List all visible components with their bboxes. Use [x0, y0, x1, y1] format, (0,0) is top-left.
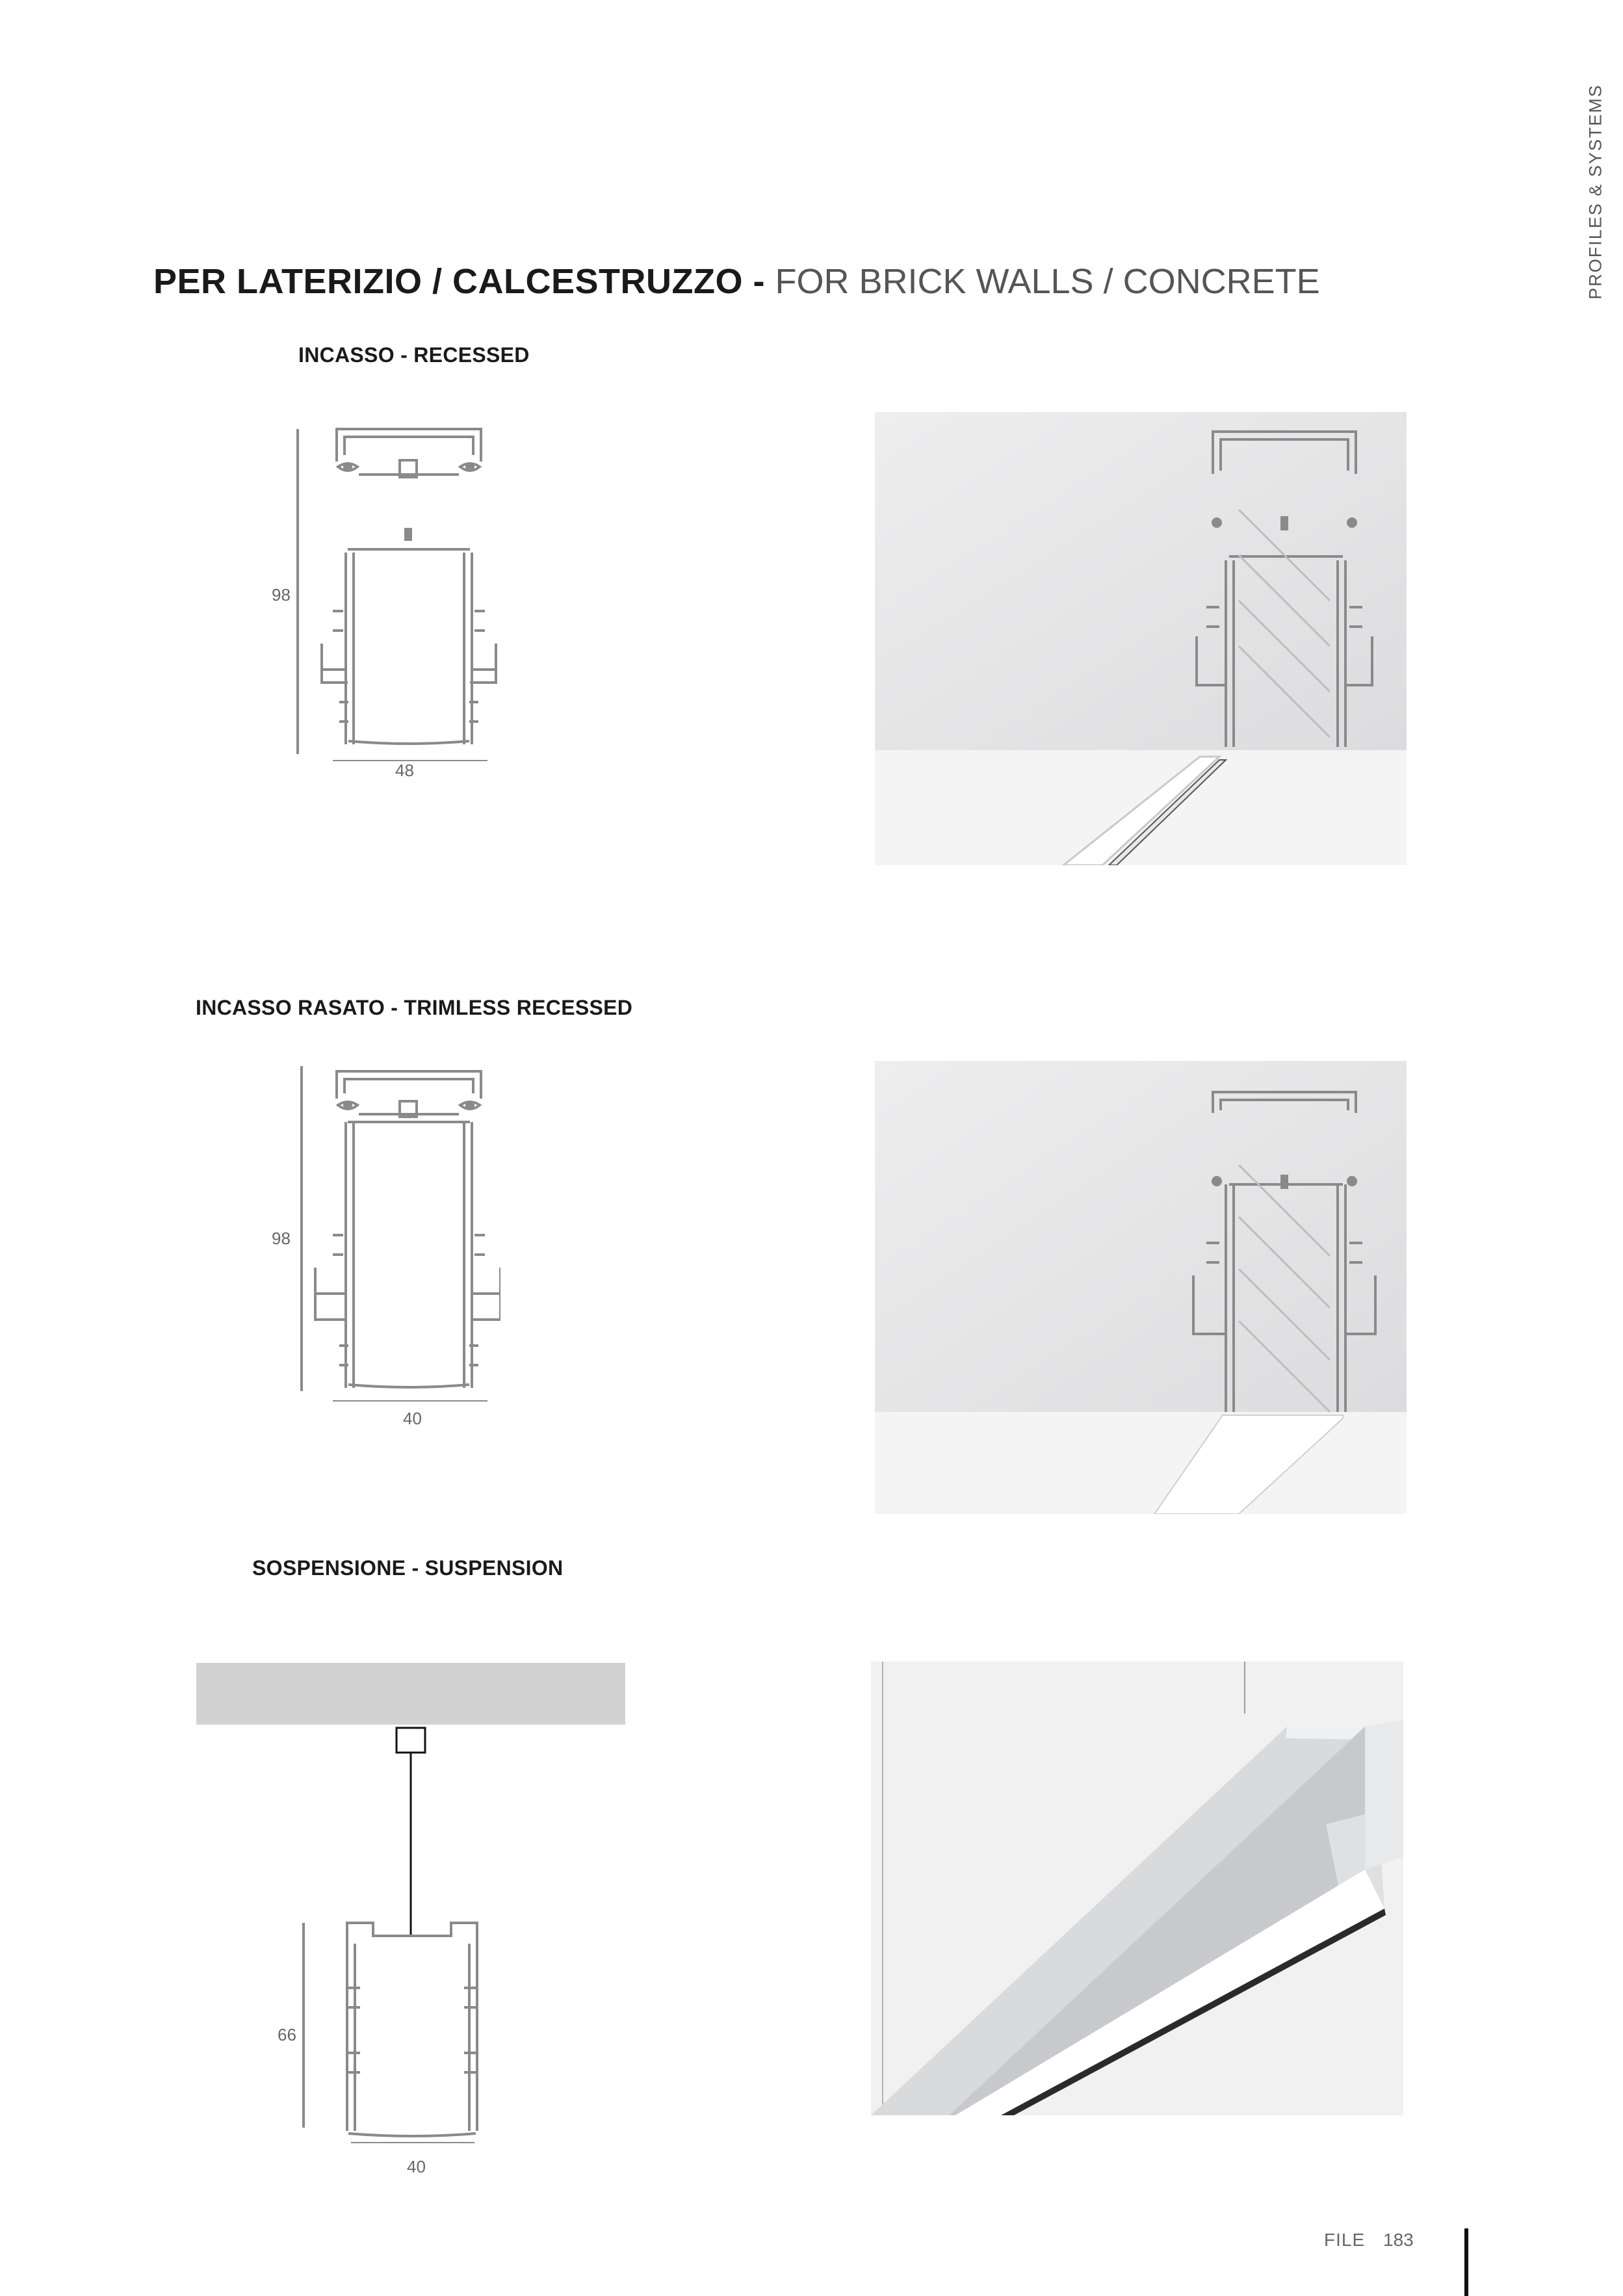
title-italian: PER LATERIZIO / CALCESTRUZZO	[153, 262, 743, 301]
page-number: 183	[1383, 2230, 1414, 2250]
dimension-height-suspension: 66	[278, 2025, 296, 2044]
profile-drawing-trimless	[286, 1060, 500, 1411]
side-label-text: PROFILES & SYSTEMS	[1585, 84, 1605, 300]
side-label	[1583, 85, 1609, 299]
title-english: FOR BRICK WALLS / CONCRETE	[775, 262, 1320, 301]
profile-drawing-recessed	[286, 416, 500, 767]
photo-recessed	[875, 412, 1407, 865]
photo-suspension	[871, 1662, 1403, 2115]
dimension-height-trimless: 98	[272, 1229, 291, 1248]
photo-recessed-art	[875, 412, 1407, 865]
footer-label: FILE	[1324, 2230, 1366, 2250]
photo-trimless	[875, 1061, 1407, 1514]
ceiling-mount	[396, 1728, 425, 1753]
suspension-bottom-lines	[338, 2132, 487, 2145]
section-heading-suspension: SOSPENSIONE - SUSPENSION	[252, 1556, 564, 1580]
dimension-height-recessed: 98	[272, 585, 291, 605]
section-heading-recessed: INCASSO - RECESSED	[298, 343, 530, 367]
dimension-width-recessed: 48	[395, 761, 414, 780]
dimension-width-trimless: 40	[403, 1409, 422, 1428]
dimension-width-suspension: 40	[407, 2157, 426, 2176]
page-title	[153, 260, 1320, 303]
photo-suspension-art	[871, 1662, 1403, 2115]
suspension-drawing	[196, 1663, 625, 2131]
section-heading-trimless: INCASSO RASATO - TRIMLESS RECESSED	[196, 996, 633, 1019]
photo-trimless-art	[875, 1061, 1407, 1514]
ceiling-bar	[196, 1663, 625, 1725]
title-separator: -	[742, 262, 775, 301]
footer-bar	[1464, 2228, 1468, 2296]
